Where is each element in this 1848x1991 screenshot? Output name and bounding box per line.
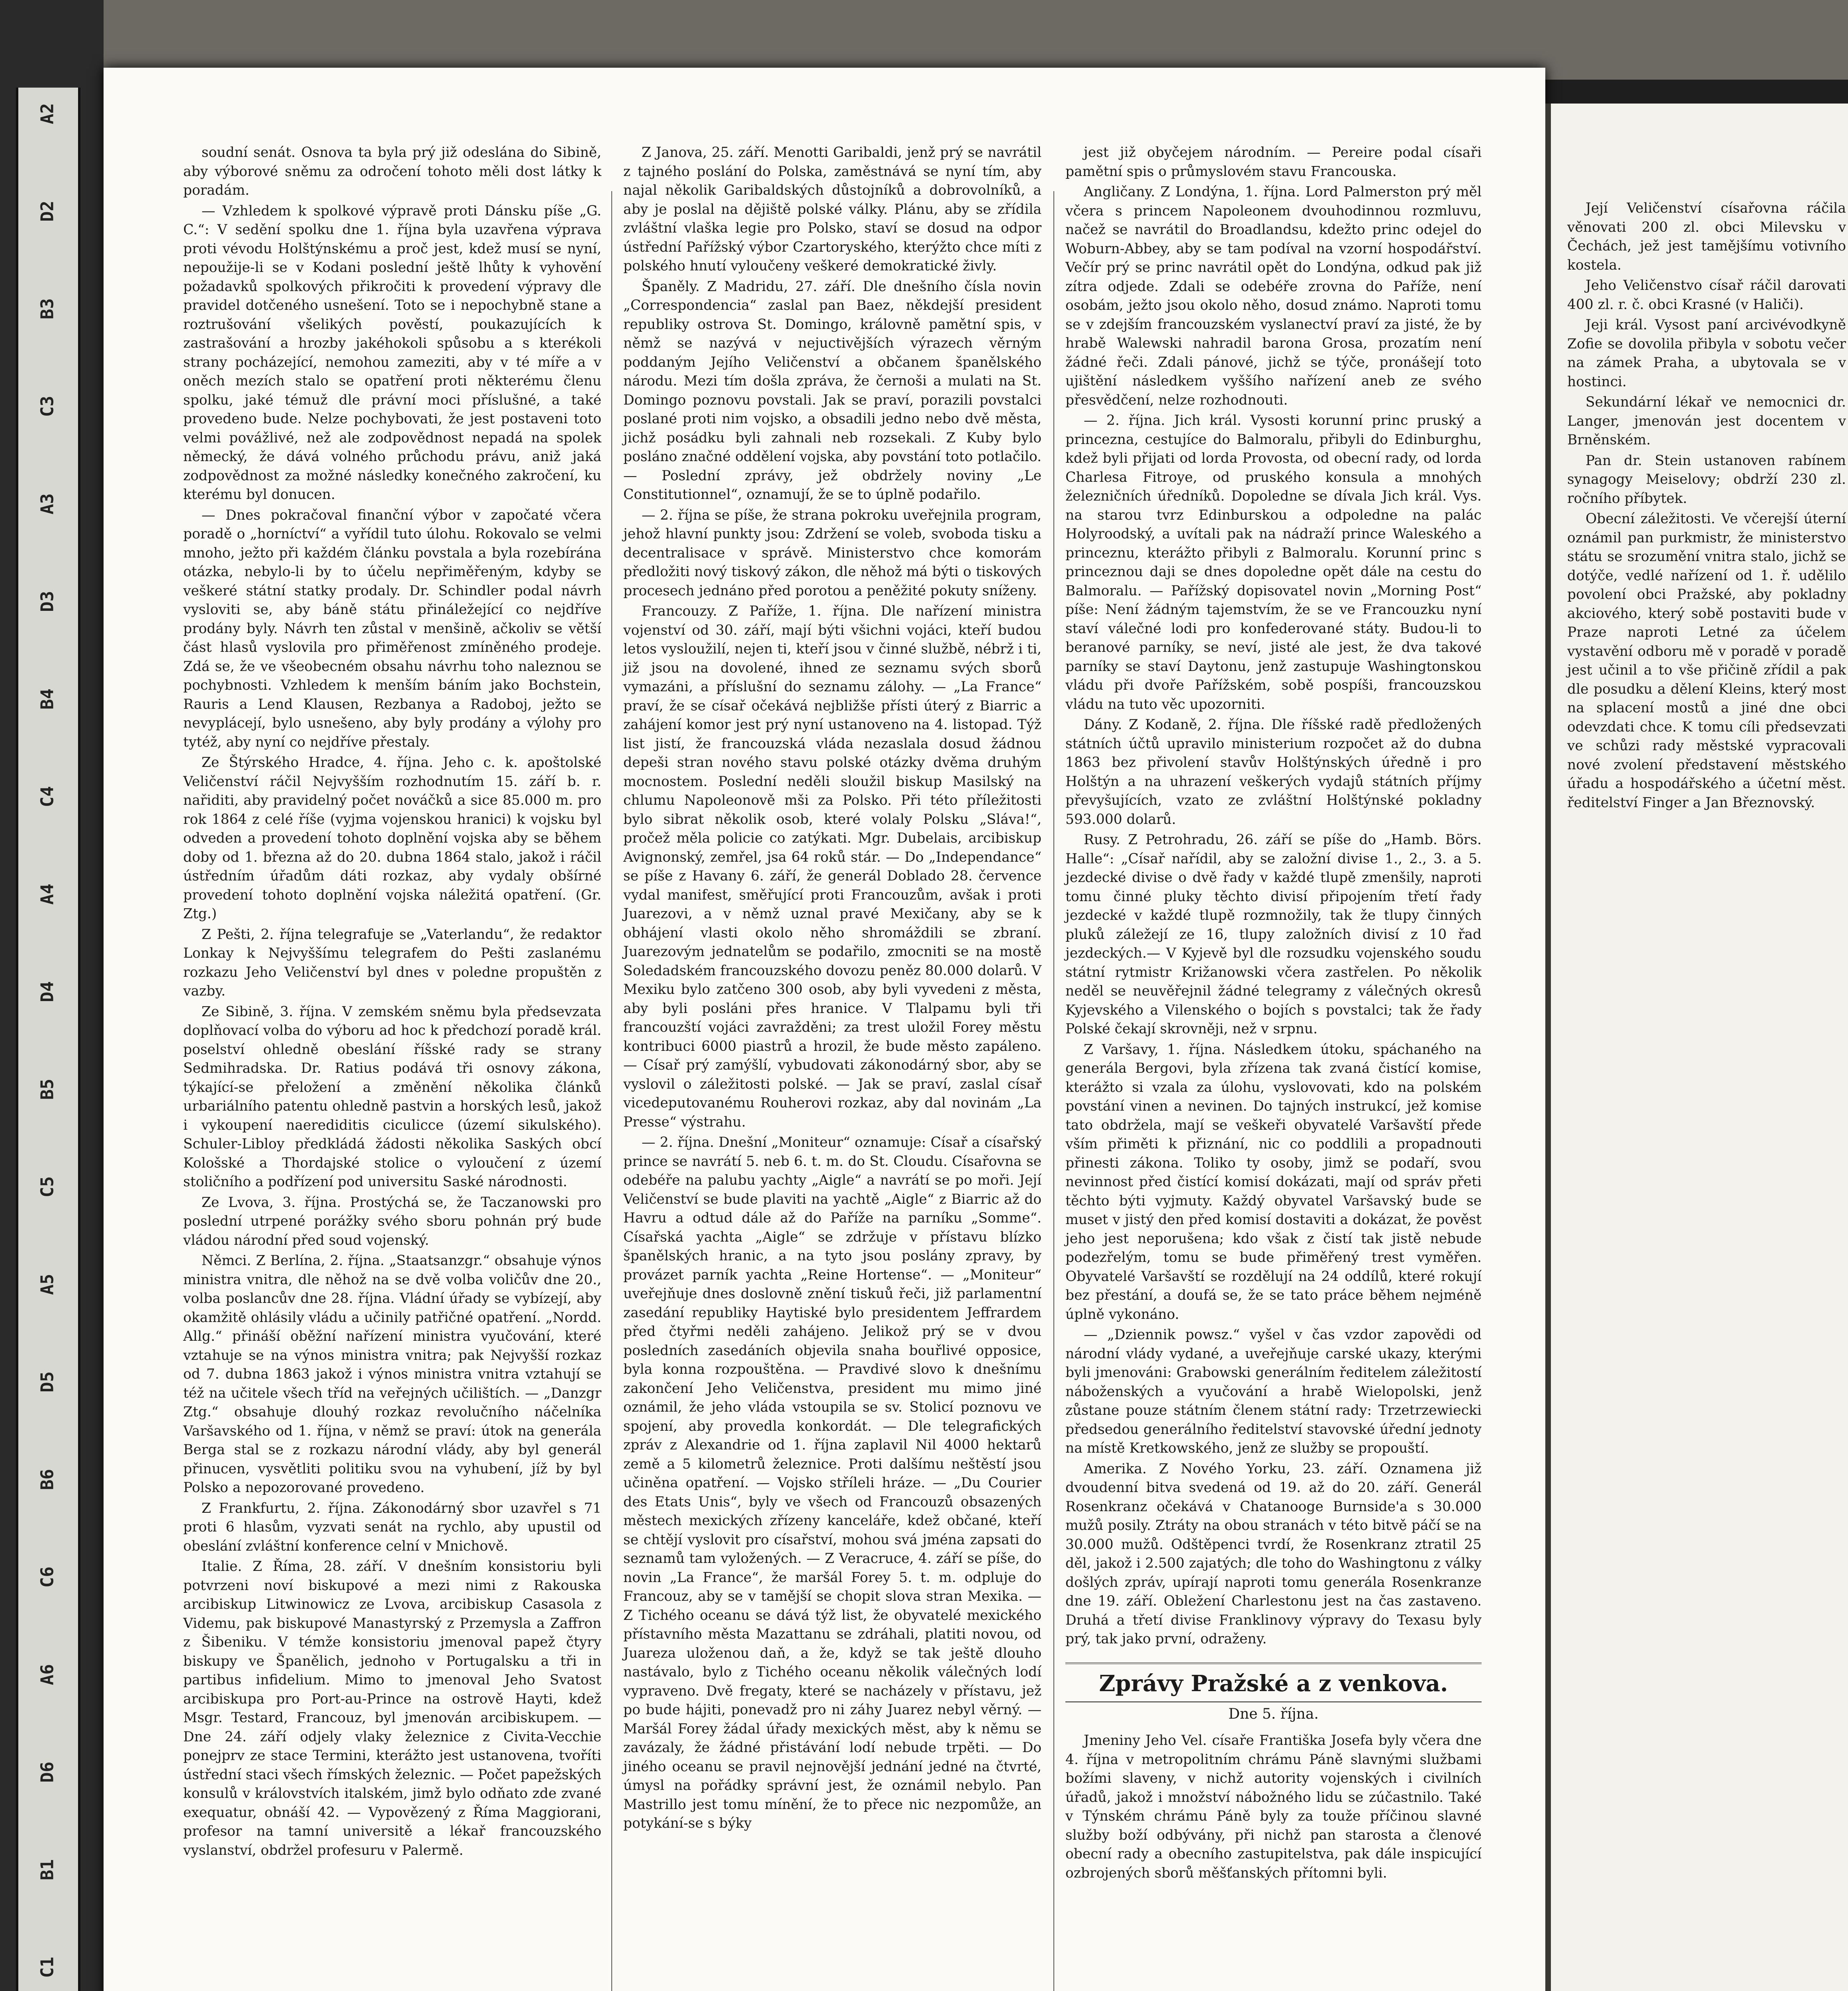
paragraph: Ze Lvova, 3. října. Prostýchá se, že Taczanowski pro poslední utrpené porážky svého sboru pohnán prý bude vládou národní před soud vojenský. bbox=[183, 1194, 601, 1248]
paragraph: — Dnes pokračoval finanční výbor v započaté včera poradě o „horníctví“ a vyřídil tuto úlohu. Rokovalo se velmi mnoho, ježto při každém článku povstala a byla rozebírána otázka, nebylo-li by to účelu nepřiměřeným, kdyby se veškeré státní statky prodaly. Dr. Schindler podal návrh vysloviti se, aby báně státu přináležející co nejdříve prodány byly. Návrh ten zůstal v menšině, ačkoliv se větší část hlasů vyslovila pro přiměřenost zmíněného prodeje. Zdá se, že ve všeobecném obsahu návrhu toho naleznou se pochybnosti. Vzhledem k menším báním jako Bochstein, Rauris a Lend Klausen, Rezbanya a Radoboj, ježto se nevyplácejí, bylo usnešeno, aby byly prodány a výlohy pro tytéž, aby nyní co nejdříve přestaly. bbox=[183, 507, 601, 750]
ruler-label: B5 bbox=[37, 1079, 58, 1100]
section-date: Dne 5. října. bbox=[1228, 1705, 1319, 1722]
paragraph: Pan dr. Stein ustanoven rabínem synagogy Meiselovy; obdrží 230 zl. ročního příbytek. bbox=[1567, 452, 1846, 507]
column-3 bbox=[1065, 143, 1482, 1884]
ruler-label: A6 bbox=[37, 1664, 58, 1685]
paragraph: — „Dziennik powsz.“ vyšel v čas vzdor zapovědi od národní vlády vydané, a uveřejňuje carské ukazy, kterými byli jmenováni: Grabowski generálním ředitelem záležitostí náboženských a vyučování a hrabě Wielopolski, jenž zůstane pouze státním členem státní rady: Trzetrzewiecki předsedou generálního ředitelství stavovské úřední jednoty na místě Kretkowského, jenž ze služby se propouští. bbox=[1065, 1327, 1482, 1456]
paragraph: Jeji král. Vysost paní arcivévodkyně Zofie se dovolila přibyla v sobotu večer na zámek Praha, a ubytovala se v hostinci. bbox=[1567, 317, 1846, 390]
ruler-label: D4 bbox=[37, 981, 58, 1002]
column-divider bbox=[1053, 191, 1054, 1991]
paragraph: — Vzhledem k spolkové výpravě proti Dánsku píše „G. C.“: V sedění spolku dne 1. října byla uzavřena výprava proti vévodu Holštýnskému a proč jest, kdež musí se nyní, nepoužije-li se v Kodani poslední ještě lhůty k vyhovění požadavků spolkových přikročiti k provedení výpravy dle pravidel dotčeného usnešení. Toto se i nepochybně stane a roztrušování všelikých pověstí, poukazujících k zastrašování a hrozby jakéhokoli spůsobu a s kterékoli strany pocházející, nemohou zameziti, aby v té míře a v oněch mezích stalo se opatření proti některému členu spolku, jaké témuž dle právní moci příslušné, a také provedeno bude. Nelze pochybovati, že jest postaveni toto velmi povážlivé, než ale zodpovědnost nepadá na spolek německý, že dává volného průchodu právu, aniž jaká zodpovědnost za možné následky konečného zakročení, ku kterému byl donucen. bbox=[183, 203, 601, 503]
ruler-label: C5 bbox=[37, 1176, 58, 1197]
ruler-label: A2 bbox=[37, 103, 58, 124]
paragraph: Španěly. Z Madridu, 27. září. Dle dnešního čísla novin „Correspondencia“ zaslal pan Baez, někdejší president republiky ostrova St. Domingo, královně pamětní spis, v němž se nazývá v nejuctivějších výrazech věrným poddaným Jejího Veličenství a občanem španělského národu. Mezi tím došla zpráva, že černoši a mulati na St. Domingo poznovu povstali. Jak se praví, porazili povstalci poslané proti nim vojsko, a obsadili jedno nebo dvě města, jichž posádku byli zahnali neb rozsekali. Z Kuby bylo posláno značné oddělení vojska, aby povstání toto potlačilo. — Poslední zprávy, jež obdržely noviny „Le Constitutionnel“, oznamují, že se to úplně podařilo. bbox=[623, 278, 1041, 503]
paragraph: Ze Sibině, 3. října. V zemském sněmu byla předsevzata doplňovací volba do výboru ad hoc k předchozí poradě král. poselství ohledně obeslání říšské rady se strany Sedmihradska. Dr. Ratius podává tři osnovy zákona, týkající-se přeložení a změnění několika článků urbariálního patentu ohledně pastvin a horských lesů, jakož i vykoupení naerediditis ciculicce (území sikulského). Schuler-Libloy předkládá žádosti několika Saských obcí Kološské a Thordajské stolice o vyloučení z území stoličního a podřízení pod universitu Saské národnosti. bbox=[183, 1003, 601, 1190]
paragraph: Z Frankfurtu, 2. října. Zákonodárný sbor uzavřel s 71 proti 6 hlasům, vyzvati senát na rychlo, aby upustil od obeslání zvláštní konference celní v Mnichově. bbox=[183, 1500, 601, 1554]
paragraph: Amerika. Z Nového Yorku, 23. září. Oznamena již dvoudenní bitva svedená od 19. až do 20. září. Generál Rosenkranz očekává v Chatanooge Burnside'a s 30.000 mužů posily. Ztráty na obou stranách v této bitvě páčí se na 30.000 mužů. Odštěpenci tvrdí, že Rosenkranz ztratil 25 děl, jakož i 2.500 zajatých; dle toho do Washingtonu z války došlých zpráv, upírají naproti tomu generála Rosenkranze dne 19. září. Obležení Charlestonu jest na čas zastaveno. Druhá a třetí divise Franklinovy výpravy do Texasu byly prý, tak jako první, odraženy. bbox=[1065, 1461, 1482, 1647]
ruler-label: B1 bbox=[37, 1859, 58, 1880]
column-2 bbox=[623, 143, 1041, 1835]
paragraph: — 2. října. Jich král. Vysosti korunní princ pruský a princezna, cestujíce do Balmoralu, přibyli do Edinburghu, kdež byli přijati od lorda Provosta, od obecní rady, od lorda Charlesa Fitroye, od pruského konsula a mnohých železničních úředníků. Dopoledne se dívala Jich král. Vys. na starou tvrz Edinburskou a odpoledne na palác Holyroodský, a uvítali pak na nádraží prince Waleského a princeznu, kterážto přibyli z Balmoralu. Korunní princ s princeznou daji se dnes dopoledne opět dále na cestu do Balmoralu. — Pařížský dopisovatel novin „Morning Post“ píše: Není žádným tajemstvím, že se ve Francouzku nyní staví válečné lodi pro konfederované státy. Budou-li to beranové parníky, se neví, jisté ale jest, že dva takové parníky se staví Daytonu, jenž zastupuje Washingtonskou vládu při dvoře Pařížském, sobě pospíši, francouzskou vládu na tuto věc upozorniti. bbox=[1065, 413, 1482, 712]
column-4-facing bbox=[1567, 199, 1846, 814]
paragraph: — 2. října se píše, že strana pokroku uveřejnila program, jehož hlavní punkty jsou: Zdržení se voleb, svoboda tisku a decentralisace v správě. Ministerstvo chce komorám předložiti nový tiskový zákon, dle něhož má býti o tiskových procesech jednáno před porotou a peněžité pokuty sníženy. bbox=[623, 507, 1041, 599]
ruler-label: A3 bbox=[37, 493, 58, 514]
paragraph: Sekundární lékař ve nemocnici dr. Langer, jmenován jest docentem v Brněnském. bbox=[1567, 394, 1846, 448]
ruler-label: C6 bbox=[37, 1567, 58, 1588]
paragraph: Z Janova, 25. září. Menotti Garibaldi, jenž prý se navrátil z tajného poslání do Polska, zaměstnává se nyní tím, aby najal několik Garibaldských důstojníků a dobrovolníků, a aby je poslal na dějiště polské války. Plánu, aby se zřídila zvláštní vlaška legie pro Polsko, staví se dosud na odpor ústřední Pařížský výbor Czartoryského, kterýžto chce míti z polského hnutí vyloučeny veškeré demokratické živly. bbox=[623, 145, 1041, 274]
paragraph: Jeho Veličenstvo císař ráčil darovati 400 zl. r. č. obci Krasné (v Haliči). bbox=[1567, 278, 1846, 313]
paragraph: Francouzy. Z Paříže, 1. října. Dle nařízení ministra vojenství od 30. září, mají býti všichni vojáci, kteří budou letos vysloužilí, nejen ti, kteří jsou v činné službě, nébrž i ti, již jsou na dovolené, ihned ze seznamu svých sborů vymazáni, a příslušní do seznamu zálohy. — „La France“ praví, že se císař očekává nejbližše přísti úterý z Biarric a zahájení komor jest prý nyní ustanoveno na 4. listopad. Týž list jistí, že francouzská vláda nezaslala dosud žádnou depeši stran nového stavu polské otázky dvěma druhým mocnostem. Poslední neděli sloužil biskup Masilský na chlumu Napoleonově mši za Polsko. Při této příležitosti bylo sibrat několik osob, které volaly Polsku „Sláva!“, pročež měla policie co zatýkati. Mgr. Dubelais, arcibiskup Avignonský, zemřel, jsa 64 roků stár. — Do „Independance“ se píše z Havany 6. září, že generál Doblado 28. července vydal manifest, směřující proti Francouzům, avšak i proti Juarezovi, a v němž uznal pravé Mexičany, aby se k obhájení vlasti okolo něho shromáždili se zbraní. Juarezovým jednatelům se podařilo, zmocniti se na mostě Soledadském francouzského dovozu peněz 80.000 dolarů. V Mexiku bylo zatčeno 300 osob, aby byli vyvedeni z města, aby byli posláni přes hranice. V Tlalpamu byli tři francouzští vojáci zavražděni; za trest uložil Forey městu kontribuci 6000 piastrů a hrozil, že bude město zapáleno. — Císař prý zamýšlí, vybudovati zákonodárný sbor, aby se vyslovil o záležitosti polské. — Jak se praví, zaslal císař vicedeputovanému Rouherovi rozkaz, aby dal novinám „La Presse“ výstrahu. bbox=[623, 603, 1041, 1130]
paragraph: Rusy. Z Petrohradu, 26. září se píše do „Hamb. Börs. Halle“: „Císař nařídil, aby se založní divise 1., 2., 3. a 5. jezdecké divise o dvě řady v každé tlupě zmenšily, naproti tomu činné pluky těchto divisí připojením třetí řady jezdecké v každé tlupě rozmnožily, tak že tlupy činných pluků záležejí ze 16, tlupy založních divisí z 10 řad jezdeckých.— V Kyjevě byl dle rozsudku vojenského soudu státní rytmistr Križanowski včera zastřelen. Po několik neděl se neuvěřejnil žádné telegramy z válečných okresů Kyjevského a Vilenského o bojích s povstalci; tak že řady Polské čekají skrovněji, než v srpnu. bbox=[1065, 832, 1482, 1037]
ruler-label: A5 bbox=[37, 1274, 58, 1295]
paragraph: jest již obyčejem národním. — Pereire podal císaři pamětní spis o průmyslovém stavu Francouska. bbox=[1065, 145, 1482, 180]
calibration-ruler bbox=[16, 88, 80, 1991]
ruler-label: C1 bbox=[37, 1957, 58, 1978]
paragraph: Z Pešti, 2. října telegrafuje se „Vaterlandu“, že redaktor Lonkay k Nejvyššímu telegrafem do Pešti zaslanému rozkazu Jeho Veličenství byl dnes v poledne propuštěn z vazby. bbox=[183, 926, 601, 999]
ruler-label: D2 bbox=[37, 201, 58, 222]
column-divider bbox=[611, 191, 612, 1991]
paragraph: — 2. října. Dnešní „Moniteur“ oznamuje: Císař a císařský prince se navrátí 5. neb 6. t. m. do St. Cloudu. Císařovna se odebéře na palubu yachty „Aigle“ a navrátí se po moři. Její Veličenství se bude plaviti na yachtě „Aigle“ z Biarric až do Havru a odtud dále až do Paříže na parníku „Somme“. Císařská yachta „Aigle“ se zdržuje v přístavu blízko španělských hranic, a na tyto jsou poslány zpravy, by provázet parník yachta „Reine Hortense“. — „Moniteur“ uveřejňuje dnes doslovně znění tiskuů řeči, již parlamentní zasedání republiky Haytiské bylo presidentem Jeffrardem před čtyřmi neděli zahájeno. Jelikož prý se v dvou posledních zasedáních objevila snaha bouřlivé opposice, byla konna rozpouštěna. — Pravdivé slovo k dnešnímu zakončení Jeho Veličenstva, president mu mimo jiné oznámil, že jeho vláda vstoupila se sv. Stolicí poznovu ve spojení, aby provedla konkordát. — Dle telegrafických zpráv z Alexandrie od 1. října zaplavil Nil 4000 hektarů země a 5 kilometrů železnice. Proti dalšímu neštěstí jsou učiněna opatření. — Vojsko stříleli hráze. — „Du Courier des Etats Unis“, byly ve všech od Francouzů obsazených městech mexických zřízeny kanceláře, kdež občané, kteří se chtějí vyslovit pro císařství, mohou svá jména zapsati do seznamů tam vyložených. — Z Veracruce, 4. září se píše, do novin „La France“, že maršál Forey 5. t. m. odpluje do Francouz, aby se v tamější se chopit slova stran Mexika. — Z Tichého oceanu se dává týž list, že obyvatelé mexického přístavního města Mazattanu se zdráhali, platiti novou, od Juareza uloženou daň, a že, když se tak ještě dlouho nastávalo, bylo z Tichého oceanu několik válečných lodí vypraveno. Dvě fregaty, které se nacházely v přístavu, jež po bude hájiti, ponevadž pro ni záhy Juarez nebyl věrný. — Maršál Forey žádal úřady mexických měst, aby k němu se zavázaly, že žádné přistávání lodí nebude trpěti. — Do jiného oceanu se pravil nejnovější jednání jedné na čtvrté, úmysl na pořádky správní jest, že oznámil nebylo. Pan Mastrillo jest tomu mínění, že to přece nic nezpomůže, an potykání-se s býky bbox=[623, 1134, 1041, 1831]
paragraph: Obecní záležitosti. Ve včerejší úterní oznámil pan purkmistr, že ministerstvo státu se srozumění vnitra stalo, jichž se dotýče, vedlé nařízení od 1. ř. udělilo povolení obci Pražské, aby pokladny akciového, který sobě postaviti bude v Praze naproti Letné za účelem vystavění odboru mě v poradě v poradě jest učinil a to vše přičině zřídil a pak dle posudku a dělení Kleins, který most na splacení mostů a jiné dne obci odevzdati chce. K tomu cíli předsevzati ve schůzi rady městské vypracovali nové zvolení představení městského úřadu a hospodářského a účetní měst. ředitelství Finger a Jan Březnovský. bbox=[1567, 511, 1846, 811]
ruler-label: D5 bbox=[37, 1371, 58, 1393]
ruler-label: D6 bbox=[37, 1762, 58, 1783]
paragraph: Z Varšavy, 1. října. Následkem útoku, spáchaného na generála Bergovi, byla zřízena tak zvaná čistící komise, kterážto si vzala za úlohu, vyslovovati, kdo na polském povstání vinen a nevinen. Do tajných instrukcí, jež komise tato obdržela, mají se veškeři obyvatelé Varšavští přede vším přiměti k přiznání, nic co poddlili a propadnouti přinesti zákona. Toliko ty osoby, jimž se podaří, svou nevinnost před čistící komisí dokázati, mají od správ přeti těchto býti vyjmuty. Každý obyvatel Varšavský bude se muset v jistý den před komisí dostaviti a dokázat, že pověst jeho jest neporušena; kdo však z čistí tak jistě nebude podezřelým, tomu se bude přiměřený trest vyměřen. Obyvatelé Varšavští se rozdělují na 24 oddílů, které rokují bez přestání, a doufá se, že se tato práce během nejméně úplně vykonáno. bbox=[1065, 1041, 1482, 1322]
ruler-label: A4 bbox=[37, 884, 58, 905]
paragraph: Angličany. Z Londýna, 1. října. Lord Palmerston prý měl včera s princem Napoleonem dvouhodinnou rozmluvu, načež se navrátil do Broadlandsu, kdežto princ odejel do Woburn-Abbey, aby se tam podíval na vzorní hospodářství. Večír prý se princ navrátil opět do Londýna, odkud pak již zítra odjede. Zdali se odebéře zrovna do Paříže, není osobám, ježto jsou okolo něho, dosud známo. Naproti tomu se v zdejším francouzském vyslanectví praví za jisté, že by hrabě Walewski nahradil barona Grosa, prozatím není žádné řeči. Zdali pánové, jichž se týče, pronášejí toto ujištění následkem vyššího nařízení aneb ze svého přesvědčení, nelze rozhodnouti. bbox=[1065, 184, 1482, 408]
paragraph: Italie. Z Říma, 28. září. V dnešním konsistoriu byli potvrzeni noví biskupové a mezi nimi z Rakouska arcibiskup Litwinowicz ze Lvova, arcibiskup Casasola z Videmu, pak biskupové Manastyrský z Przemysla a Zaffron z Šibeniku. V témže konsistoriu jmenoval papež čtyry biskupy ve Španělich, jednoho v Portugalsku a tři in partibus infidelium. Mimo to jmenoval Jeho Svatost arcibiskupa pro Port-au-Prince na ostrově Hayti, kdež Msgr. Testard, Francouz, byl jmenován arcibiskupem. — Dne 24. září odjely vlaky železnice z Civita-Vecchie ponejprv ze stace Termini, kterážto jest ustanovena, tvoříti ústřední staci všech římských železnic. — Počet papežských konsulů v královstvích italském, jimž bylo odňato zde zvané exequatur, obnáší 42. — Vypovězený z Říma Maggiorani, profesor na tamní universitě a lékař francouzského vyslanství, obdržel profesuru v Palermě. bbox=[183, 1559, 601, 1858]
paragraph: Její Veličenství císařovna ráčila věnovati 200 zl. obci Milevsku v Čechách, jež jest tamějšímu votivního kostela. bbox=[1567, 200, 1846, 273]
paragraph: Dány. Z Kodaně, 2. října. Dle říšské radě předložených státních účtů upravilo ministerium rozpočet až do dubna 1863 bez přivolení stavův Holštýnských úředně i pro Holštýn a na uhrazení veškerých vydajů státních příjmy převyšujících, vzato ze zvláštní Holštýnské pokladny 593.000 dolarů. bbox=[1065, 717, 1482, 827]
ruler-label: C4 bbox=[37, 786, 58, 807]
ruler-label: B4 bbox=[37, 688, 58, 710]
paragraph: Němci. Z Berlína, 2. října. „Staatsanzgr.“ obsahuje výnos ministra vnitra, dle něhož na se dvě volba voličův dne 20., volba poslancův dne 28. října. Vládní úřady se vybízejí, aby okamžitě ohlásily vládu a učinily patřičné opatření. „Nordd. Allg.“ přináší oběžní nařízení ministra vyučování, které vztahuje se na výnos ministra vnitra; pak Nejvyšší rozkaz od 7. dubna 1863 jakož i výnos ministra vnitra vztahují se též na učitele všech tříd na veřejných učilištích. — „Danzgr Ztg.“ obsahuje dlouhý rozkaz revolučního náčelníka Varšavského od 1. října, v němž se praví: útok na generála Berga stal se z rozkazu národní vlády, aby byl generál přinucen, vysvětliti politiku svou na vyhubení, jíž by byl Polsko a nepozorované provedeno. bbox=[183, 1253, 601, 1496]
ruler-label: D3 bbox=[37, 591, 58, 612]
ruler-label: B6 bbox=[37, 1469, 58, 1490]
section-heading: Zprávy Pražské a z venkova. bbox=[1065, 1662, 1482, 1702]
paragraph: Jmeniny Jeho Vel. císaře Františka Josefa byly včera dne 4. října v metropolitním chrámu Páně slavnými službami božími slaveny, v nichž autority vojenských i civilních úřadů, jakož i množství nábožného lidu se zúčastnilo. Také v Týnském chrámu Páně byly za touže příčinou slavné služby boží odbývány, při nichž pan starosta a členové obecní rady a obecního zastupitelstva, pak dále inspicující ozbrojených sborů měšťanských přítomni byli. bbox=[1065, 1733, 1482, 1881]
column-1 bbox=[183, 143, 601, 1862]
paragraph: Ze Štýrského Hradce, 4. října. Jeho c. k. apoštolské Veličenství ráčil Nejvyšším rozhodnutím 15. září b. r. nařiditi, aby pravidelný počet nováčků a sice 85.000 m. pro rok 1864 z celé říše (vyjma vojenskou hranici) k vojsku byl odveden a provedení tohoto doplnění vojska aby se během doby od 1. března až do 20. dubna 1864 stalo, jakož i ráčil ústředním úřadům dáti rozkaz, aby vydaly obšírné provedení tohoto doplnění vojska náležitá opatření. (Gr. Ztg.) bbox=[183, 755, 601, 922]
paragraph: soudní senát. Osnova ta byla prý již odeslána do Sibině, aby výborové sněmu za odročení tohoto měli dost látky k poradám. bbox=[183, 145, 601, 198]
ruler-label: B3 bbox=[37, 298, 58, 319]
ruler-label: C3 bbox=[37, 396, 58, 417]
